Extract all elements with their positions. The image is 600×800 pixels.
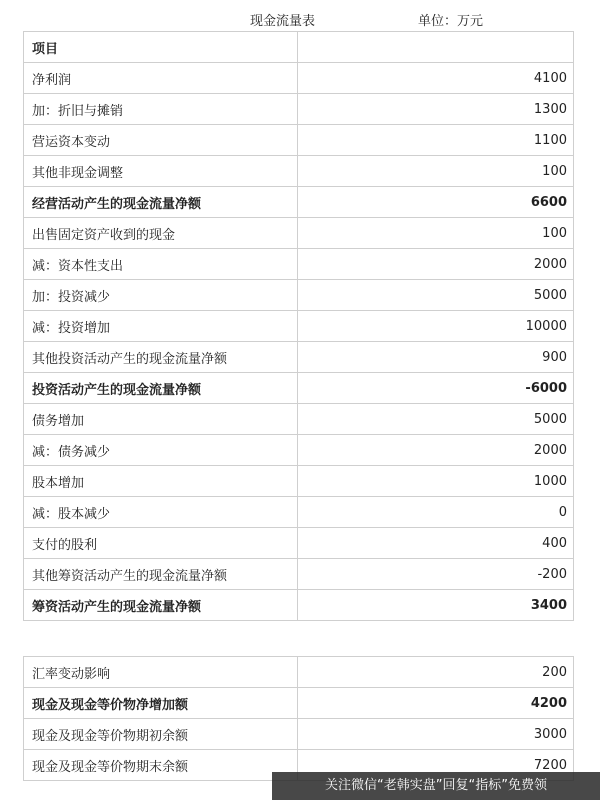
row-value: 5000 <box>298 404 574 435</box>
cash-flow-table <box>23 31 574 621</box>
row-value: -200 <box>298 559 574 590</box>
table-row <box>24 373 574 404</box>
table-row <box>24 404 574 435</box>
row-label: 现金及现金等价物期末余额 <box>24 750 298 781</box>
row-label: 其他筹资活动产生的现金流量净额 <box>24 559 298 590</box>
row-label: 投资活动产生的现金流量净额 <box>24 373 298 404</box>
table-row <box>24 497 574 528</box>
row-label: 减：股本减少 <box>24 497 298 528</box>
table-row <box>24 249 574 280</box>
row-value: 100 <box>298 218 574 249</box>
row-label: 减：资本性支出 <box>24 249 298 280</box>
cash-summary-table <box>23 656 574 781</box>
row-label: 支付的股利 <box>24 528 298 559</box>
row-value: 1300 <box>298 94 574 125</box>
table-row <box>24 528 574 559</box>
row-label: 营运资本变动 <box>24 125 298 156</box>
table-row <box>24 311 574 342</box>
table-row <box>24 657 574 688</box>
watermark-banner: 关注微信“老韩实盘”回复“指标”免费领 <box>272 772 600 800</box>
row-value: 400 <box>298 528 574 559</box>
row-value: 900 <box>298 342 574 373</box>
row-value: 2000 <box>298 435 574 466</box>
report-header <box>0 10 600 32</box>
row-value: 3000 <box>298 719 574 750</box>
table-row <box>24 218 574 249</box>
row-value: 7200 <box>298 750 574 781</box>
table-row <box>24 688 574 719</box>
table-row <box>24 435 574 466</box>
row-label: 筹资活动产生的现金流量净额 <box>24 590 298 621</box>
row-label: 其他投资活动产生的现金流量净额 <box>24 342 298 373</box>
row-label: 现金及现金等价物净增加额 <box>24 688 298 719</box>
table-row <box>24 559 574 590</box>
table-row <box>24 63 574 94</box>
row-label: 债务增加 <box>24 404 298 435</box>
cash-flow-table-body <box>24 32 574 621</box>
row-label: 出售固定资产收到的现金 <box>24 218 298 249</box>
table-row <box>24 719 574 750</box>
table-row <box>24 342 574 373</box>
row-label: 股本增加 <box>24 466 298 497</box>
header-item-label: 项目 <box>24 32 298 63</box>
row-label: 经营活动产生的现金流量净额 <box>24 187 298 218</box>
row-value: 3400 <box>298 590 574 621</box>
row-value: -6000 <box>298 373 574 404</box>
row-value: 6600 <box>298 187 574 218</box>
row-label: 减：债务减少 <box>24 435 298 466</box>
row-value: 4100 <box>298 63 574 94</box>
row-label: 减：投资增加 <box>24 311 298 342</box>
row-value: 1000 <box>298 466 574 497</box>
row-value: 1100 <box>298 125 574 156</box>
row-value: 200 <box>298 657 574 688</box>
cash-summary-table-body <box>24 657 574 781</box>
table-row <box>24 466 574 497</box>
report-title: 现金流量表 <box>250 14 316 29</box>
row-label: 现金及现金等价物期初余额 <box>24 719 298 750</box>
table-row <box>24 280 574 311</box>
table-row <box>24 156 574 187</box>
table-header-row <box>24 32 574 63</box>
row-value: 0 <box>298 497 574 528</box>
row-value: 4200 <box>298 688 574 719</box>
table-row <box>24 590 574 621</box>
header-value-cell <box>298 32 574 63</box>
unit-label: 单位：万元 <box>418 14 484 29</box>
row-label: 加：投资减少 <box>24 280 298 311</box>
row-value: 10000 <box>298 311 574 342</box>
table-row <box>24 94 574 125</box>
table-row <box>24 187 574 218</box>
row-value: 100 <box>298 156 574 187</box>
row-value: 2000 <box>298 249 574 280</box>
row-value: 5000 <box>298 280 574 311</box>
row-label: 汇率变动影响 <box>24 657 298 688</box>
row-label: 加：折旧与摊销 <box>24 94 298 125</box>
table-row <box>24 125 574 156</box>
row-label: 净利润 <box>24 63 298 94</box>
row-label: 其他非现金调整 <box>24 156 298 187</box>
